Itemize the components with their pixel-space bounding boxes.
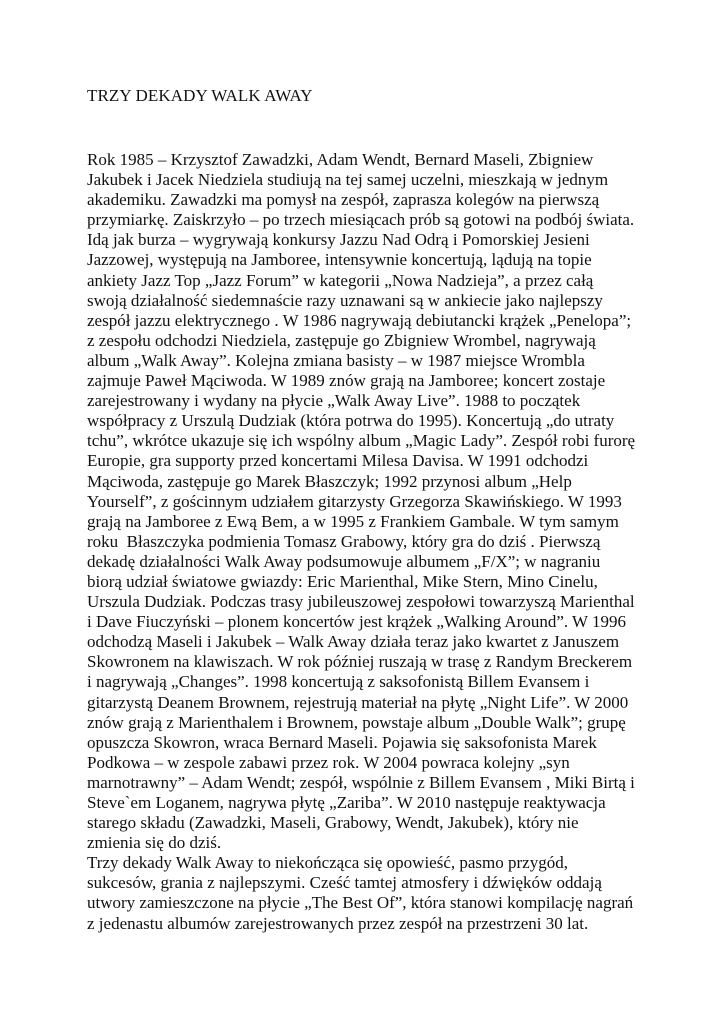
text-line: swoją działalność siedemnaście razy uznawani są w ankiecie jako najlepszy bbox=[87, 290, 603, 310]
document-title: TRZY DEKADY WALK AWAY bbox=[87, 86, 313, 105]
text-line: Trzy dekady Walk Away to niekończąca się opowieść, pasmo przygód, bbox=[87, 853, 568, 873]
paragraph-summary bbox=[87, 853, 687, 933]
text-line: Jazzowej, występują na Jamboree, intensywnie koncertują, lądują na topie bbox=[87, 250, 592, 270]
text-line: Idą jak burza – wygrywają konkursy Jazzu Nad Odrą i Pomorskiej Jesieni bbox=[87, 230, 590, 250]
text-line: tchu”, wkrótce ukazuje się ich wspólny album „Magic Lady”. Zespół robi furorę bbox=[87, 431, 636, 451]
text-line: znów grają z Marienthalem i Brownem, powstaje album „Double Walk”; grupę bbox=[87, 712, 626, 732]
text-line: Rok 1985 – Krzysztof Zawadzki, Adam Wendt, Bernard Maseli, Zbigniew bbox=[87, 150, 594, 169]
text-line: roku Błaszczyka podmienia Tomasz Grabowy, który gra do dziś . Pierwszą bbox=[87, 531, 601, 551]
text-line: i Dave Fiuczyński – plonem koncertów jest krążek „Walking Around”. W 1996 bbox=[87, 612, 627, 632]
text-line: dekadę działalności Walk Away podsumowuje albumem „F/X”; w nagraniu bbox=[87, 551, 601, 571]
text-line: Mąciwoda, zastępuje go Marek Błaszczyk; 1992 przynosi album „Help bbox=[87, 471, 572, 491]
text-line: przymiarkę. Zaiskrzyło – po trzech miesiącach prób są gotowi na podbój świata. bbox=[87, 210, 635, 230]
text-line: gitarzystą Deanem Brownem, rejestrują materiał na płytę „Night Life”. W 2000 bbox=[87, 692, 629, 712]
paragraph-history bbox=[87, 150, 687, 853]
text-line: odchodzą Maseli i Jakubek – Walk Away działa teraz jako kwartet z Januszem bbox=[87, 632, 620, 652]
text-line: z jedenastu albumów zarejestrowanych przez zespół na przestrzeni 30 lat. bbox=[87, 913, 589, 933]
text-line: utwory zamieszczone na płycie „The Best Of”, która stanowi kompilację nagrań bbox=[87, 893, 634, 913]
text-line: zmienia się do dziś. bbox=[87, 833, 222, 853]
text-line: akademiku. Zawadzki ma pomysł na zespół, zaprasza kolegów na pierwszą bbox=[87, 190, 600, 210]
text-line: z zespołu odchodzi Niedziela, zastępuje go Zbigniew Wrombel, nagrywają bbox=[87, 330, 596, 350]
text-line: i nagrywają „Changes”. 1998 koncertują z saksofonistą Billem Evansem i bbox=[87, 672, 590, 692]
text-line: Steve`em Loganem, nagrywa płytę „Zariba”. W 2010 następuje reaktywacja bbox=[87, 793, 606, 812]
text-line: Yourself”, z gościnnym udziałem gitarzysty Grzegorza Skawińskiego. W 1993 bbox=[87, 491, 622, 511]
text-line: marnotrawny” – Adam Wendt; zespół, wspólnie z Billem Evansem , Miki Birtą i bbox=[87, 772, 635, 792]
text-line: opuszcza Skowron, wraca Bernard Maseli. Pojawia się saksofonista Marek bbox=[87, 732, 597, 752]
text-line: współpracy z Urszulą Dudziak (która potrwa do 1995). Koncertują „do utraty bbox=[87, 411, 615, 431]
text-line: Skowronem na klawiszach. W rok później ruszają w trasę z Randym Breckerem bbox=[87, 652, 633, 672]
text-line: zajmuje Paweł Mąciwoda. W 1989 znów grają na Jamboree; koncert zostaje bbox=[87, 371, 606, 391]
text-line: Europie, gra supporty przed koncertami Milesa Davisa. W 1991 odchodzi bbox=[87, 451, 589, 471]
document-body bbox=[87, 150, 687, 934]
text-line: ankiety Jazz Top „Jazz Forum” w kategorii „Nowa Nadzieja”, a przez całą bbox=[87, 270, 594, 290]
text-line: starego składu (Zawadzki, Maseli, Grabowy, Wendt, Jakubek), który nie bbox=[87, 813, 579, 833]
text-line: zespół jazzu elektrycznego . W 1986 nagrywają debiutancki krążek „Penelopa”; bbox=[87, 310, 632, 330]
text-line: grają na Jamboree z Ewą Bem, a w 1995 z Frankiem Gambale. W tym samym bbox=[87, 511, 619, 531]
text-line: biorą udział światowe gwiazdy: Eric Marienthal, Mike Stern, Mino Cinelu, bbox=[87, 571, 598, 591]
text-line: Podkowa – w zespole zabawi przez rok. W 2004 powraca kolejny „syn bbox=[87, 752, 570, 772]
text-line: Urszula Dudziak. Podczas trasy jubileuszowej zespołowi towarzyszą Marienthal bbox=[87, 592, 635, 612]
text-line: Jakubek i Jacek Niedziela studiują na tej samej uczelni, mieszkają w jednym bbox=[87, 170, 609, 190]
text-line: sukcesów, grania z najlepszymi. Cześć tamtej atmosfery i dźwięków oddają bbox=[87, 873, 602, 893]
text-line: zarejestrowany i wydany na płycie „Walk Away Live”. 1988 to początek bbox=[87, 391, 581, 411]
text-line: album „Walk Away”. Kolejna zmiana basisty – w 1987 miejsce Wrombla bbox=[87, 350, 585, 370]
